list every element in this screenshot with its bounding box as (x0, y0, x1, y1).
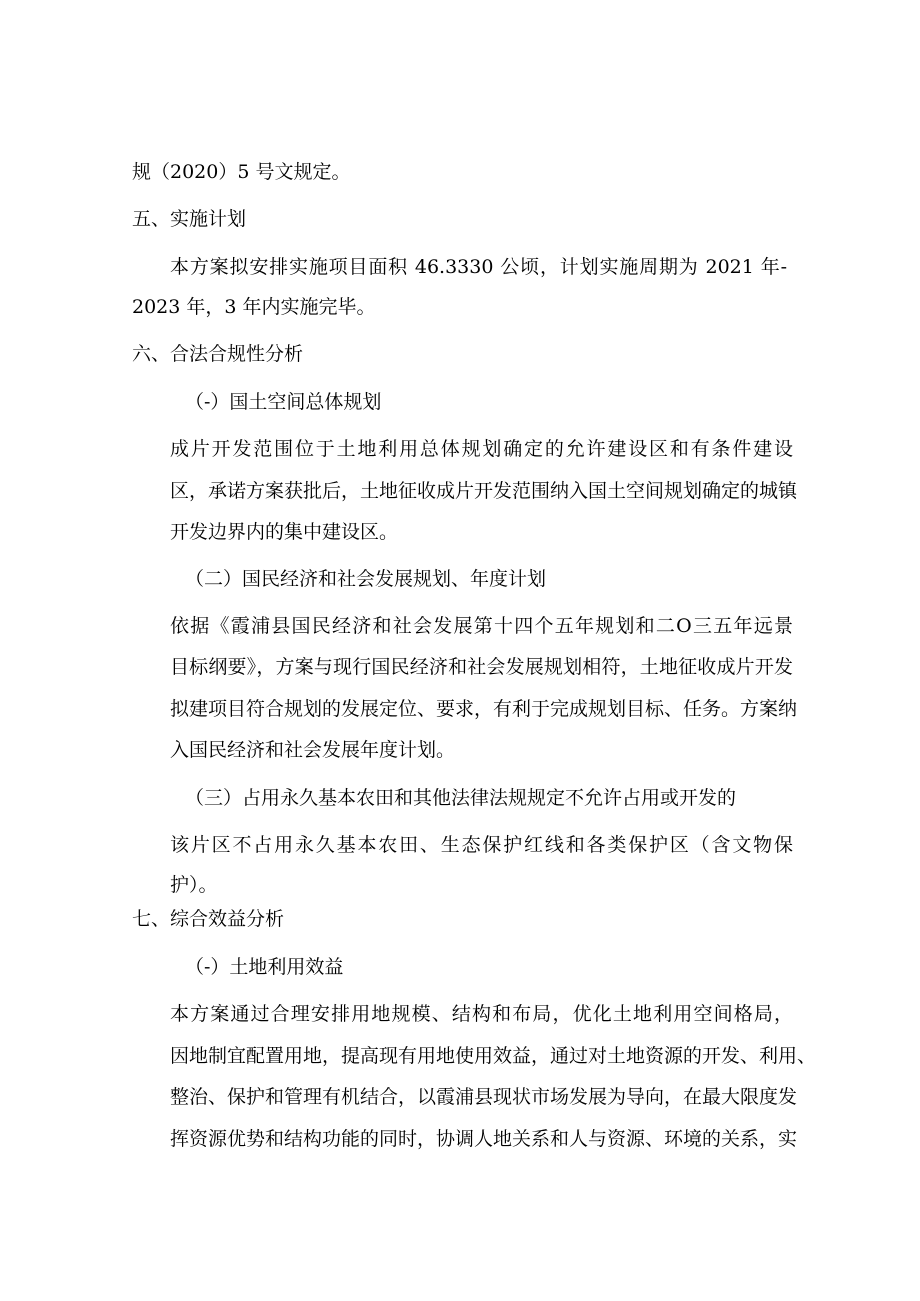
paragraph-line: 该片区不占用永久基本农田、生态保护红线和各类保护区（含文物保 (170, 834, 793, 856)
section-heading: 六、合法合规性分析 (132, 343, 304, 365)
paragraph-line: 整治、保护和管理有机结合，以霞浦县现状市场发展为导向，在最大限度发 (170, 1086, 798, 1108)
section-heading: 七、综合效益分析 (132, 908, 285, 930)
subsection-heading: （-）土地利用效益 (185, 956, 344, 978)
paragraph-line: 本方案通过合理安排用地规模、结构和布局，优化土地利用空间格局， (170, 1003, 793, 1025)
subsection-heading: （三）占用永久基本农田和其他法律法规规定不允许占用或开发的 (185, 787, 737, 809)
paragraph-line: 拟建项目符合规划的发展定位、要求，有利于完成规划目标、任务。方案纳 (170, 698, 798, 720)
paragraph-line: 规（2020）5 号文规定。 (132, 161, 351, 183)
paragraph-line: 入国民经济和社会发展年度计划。 (170, 739, 456, 761)
paragraph-line: 挥资源优势和结构功能的同时，协调人地关系和人与资源、环境的关系，实 (170, 1128, 798, 1150)
paragraph-line: 依据《霞浦县国民经济和社会发展第十四个五年规划和二O三五年远景 (170, 615, 793, 637)
paragraph-line: 成片开发范围位于土地利用总体规划确定的允许建设区和有条件建设 (170, 438, 793, 460)
paragraph-line: 本方案拟安排实施项目面积 46.3330 公顷，计划实施周期为 2021 年- (170, 256, 787, 278)
subsection-heading: （二）国民经济和社会发展规划、年度计划 (185, 568, 547, 590)
paragraph-line: 因地制宜配置用地，提高现有用地使用效益，通过对土地资源的开发、利用、 (170, 1045, 817, 1067)
paragraph-line: 区，承诺方案获批后，土地征收成片开发范围纳入国土空间规划确定的城镇 (170, 480, 798, 502)
subsection-heading: （-）国土空间总体规划 (185, 391, 382, 413)
paragraph-line: 目标纲要》，方案与现行国民经济和社会发展规划相符，土地征收成片开发 (170, 656, 793, 678)
section-heading: 五、实施计划 (132, 208, 247, 230)
paragraph-line: 护）。 (170, 874, 218, 896)
paragraph-line: 2023 年，3 年内实施完毕。 (132, 296, 376, 318)
paragraph-line: 开发边界内的集中建设区。 (170, 521, 399, 543)
